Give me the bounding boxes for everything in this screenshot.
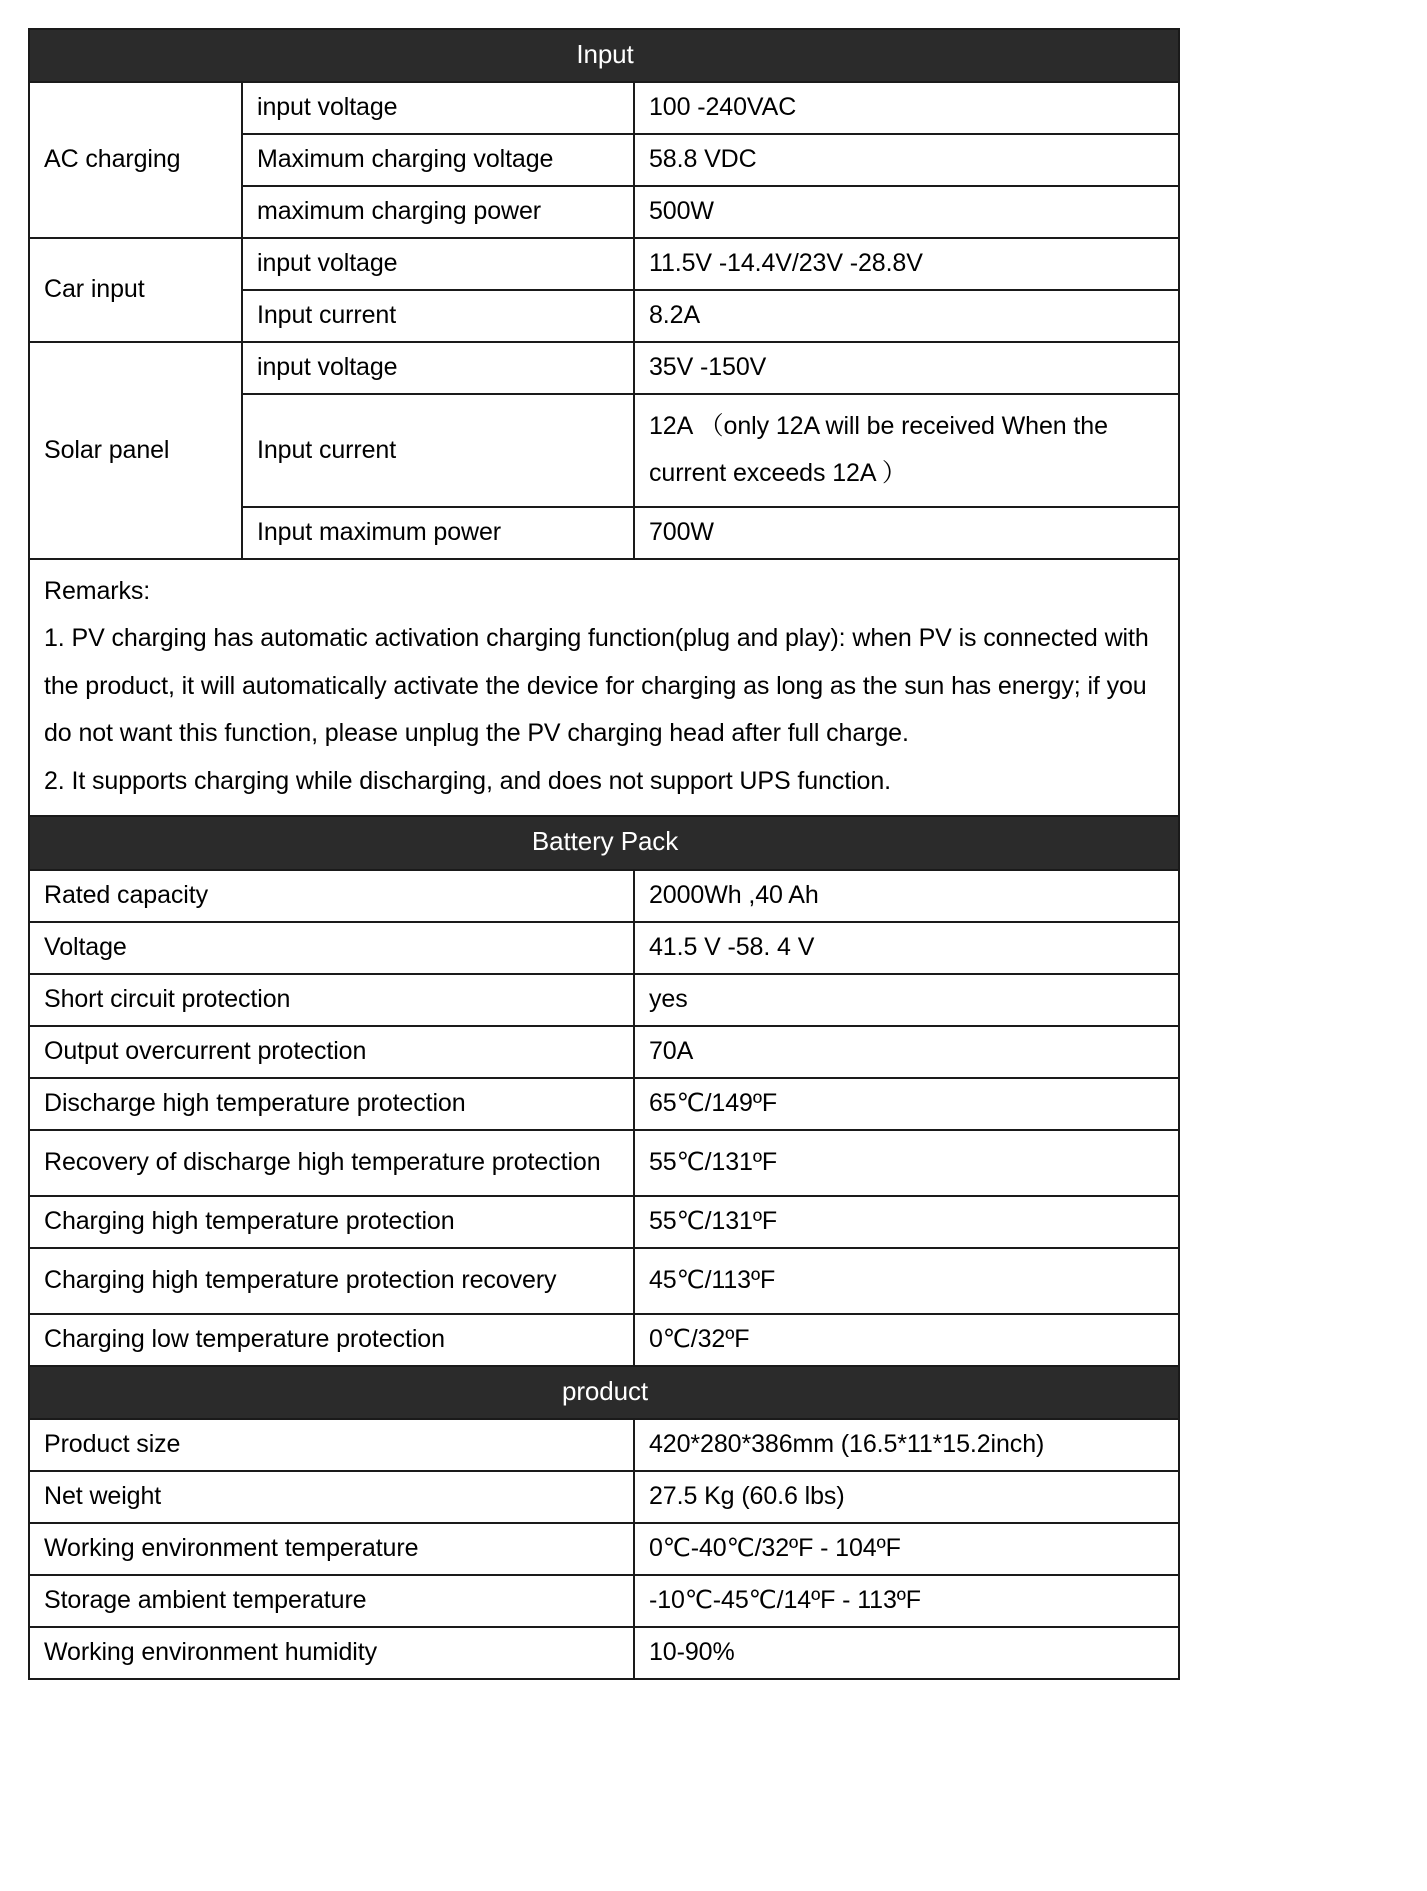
group-label-ac-charging: AC charging <box>29 82 242 238</box>
param-value: 55℃/131ºF <box>634 1130 1179 1196</box>
param-value: 58.8 VDC <box>634 134 1179 186</box>
param-value: -10℃-45℃/14ºF - 113ºF <box>634 1575 1179 1627</box>
param-value: 500W <box>634 186 1179 238</box>
section-header-product: product <box>29 1366 1179 1419</box>
table-row <box>29 1248 1179 1314</box>
remarks-item-2: 2. It supports charging while discharging, and does not support UPS function. <box>44 766 891 795</box>
param-value: 0℃-40℃/32ºF - 104ºF <box>634 1523 1179 1575</box>
param-label: maximum charging power <box>242 186 634 238</box>
param-value: 55℃/131ºF <box>634 1196 1179 1248</box>
table-row <box>29 1314 1179 1366</box>
param-label: Short circuit protection <box>29 974 634 1026</box>
remarks-row <box>29 559 1179 817</box>
section-header-battery-pack: Battery Pack <box>29 816 1179 869</box>
param-value: 10-90% <box>634 1627 1179 1679</box>
param-value: 0℃/32ºF <box>634 1314 1179 1366</box>
param-label: Output overcurrent protection <box>29 1026 634 1078</box>
table-row <box>29 1196 1179 1248</box>
table-row <box>29 342 1179 394</box>
group-label-car-input: Car input <box>29 238 242 342</box>
param-label: Working environment humidity <box>29 1627 634 1679</box>
param-label: Recovery of discharge high temperature protection <box>29 1130 634 1196</box>
param-value: 27.5 Kg (60.6 lbs) <box>634 1471 1179 1523</box>
param-value: 65℃/149ºF <box>634 1078 1179 1130</box>
section-header-row <box>29 1366 1179 1419</box>
param-label: Input maximum power <box>242 507 634 559</box>
table-row <box>29 974 1179 1026</box>
specification-table <box>28 28 1180 1680</box>
table-row <box>29 1130 1179 1196</box>
param-value: 11.5V -14.4V/23V -28.8V <box>634 238 1179 290</box>
table-row <box>29 870 1179 922</box>
param-value: 45℃/113ºF <box>634 1248 1179 1314</box>
param-value: 700W <box>634 507 1179 559</box>
param-label: Storage ambient temperature <box>29 1575 634 1627</box>
param-value: 420*280*386mm (16.5*11*15.2inch) <box>634 1419 1179 1471</box>
param-value: 8.2A <box>634 290 1179 342</box>
param-value: 12A （only 12A will be received When the current exceeds 12A ） <box>634 394 1179 507</box>
table-row <box>29 82 1179 134</box>
param-value: yes <box>634 974 1179 1026</box>
table-row <box>29 1419 1179 1471</box>
table-row <box>29 922 1179 974</box>
param-label: Input current <box>242 394 634 507</box>
table-row <box>29 1026 1179 1078</box>
param-value: 41.5 V -58. 4 V <box>634 922 1179 974</box>
param-value: 35V -150V <box>634 342 1179 394</box>
section-header-row <box>29 29 1179 82</box>
param-value: 100 -240VAC <box>634 82 1179 134</box>
remarks-item-1: 1. PV charging has automatic activation charging function(plug and play): when PV is connected with the product, it will automatically activate the device for charging as long as the sun has energy; if you do not want this function, please unplug the PV charging head after full charge. <box>44 624 1149 748</box>
section-header-input: Input <box>29 29 1179 82</box>
param-label: Maximum charging voltage <box>242 134 634 186</box>
table-row <box>29 238 1179 290</box>
param-label: Rated capacity <box>29 870 634 922</box>
param-label: Charging low temperature protection <box>29 1314 634 1366</box>
param-label: input voltage <box>242 342 634 394</box>
param-label: Net weight <box>29 1471 634 1523</box>
table-row <box>29 1575 1179 1627</box>
param-label: Working environment temperature <box>29 1523 634 1575</box>
table-row <box>29 1078 1179 1130</box>
table-row <box>29 1471 1179 1523</box>
table-row <box>29 1523 1179 1575</box>
section-header-row <box>29 816 1179 869</box>
param-label: Voltage <box>29 922 634 974</box>
param-label: input voltage <box>242 238 634 290</box>
param-value: 2000Wh ,40 Ah <box>634 870 1179 922</box>
remarks-block <box>29 559 1179 817</box>
param-label: Discharge high temperature protection <box>29 1078 634 1130</box>
remarks-heading: Remarks: <box>44 576 151 605</box>
param-label: Charging high temperature protection recovery <box>29 1248 634 1314</box>
param-label: Charging high temperature protection <box>29 1196 634 1248</box>
table-row <box>29 1627 1179 1679</box>
param-label: Input current <box>242 290 634 342</box>
param-label: Product size <box>29 1419 634 1471</box>
group-label-solar-panel: Solar panel <box>29 342 242 559</box>
param-value: 70A <box>634 1026 1179 1078</box>
param-label: input voltage <box>242 82 634 134</box>
